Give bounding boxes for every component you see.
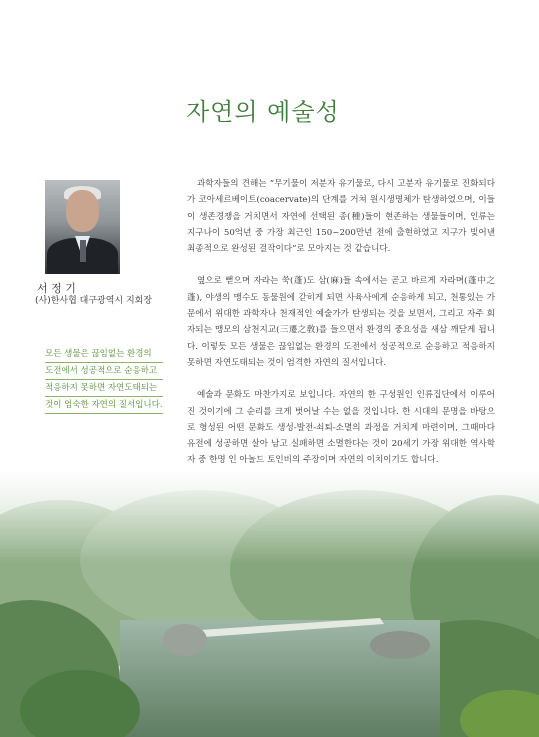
body-paragraph: 예술과 문화도 마찬가지로 보입니다. 자연의 한 구성원인 인류집단에서 이루어진 것이기에 그 순리를 크게 벗어날 수는 없을 것입니다. 한 시대의 문명을 바탕으로 형성된 어떤 문화도 생성-발전-쇠퇴-소멸의 과정을 거치게 마련이며, 그때마다 유전에 성공하면 살아 남고 실패하면 소멸한다는 것이 20세기 가장 위대한 역사학자 중 한명 인 아놀드 토인비의 주장이며 자연의 이치이기도 합니다.	[187, 390, 495, 466]
article-title: 자연의 예술성	[186, 98, 340, 126]
pull-quote	[45, 346, 163, 414]
pull-quote-line: 것이 엄숙한 자연의 질서입니다.	[45, 397, 163, 414]
forest-lake-photo	[0, 470, 539, 737]
author-name: 서 정 기	[37, 282, 76, 295]
pull-quote-line: 도전에서 성공적으로 순응하고	[45, 363, 163, 380]
author-photo	[45, 180, 120, 274]
pull-quote-line: 모든 생물은 끊임없는 환경의	[45, 346, 163, 363]
pull-quote-line: 적응하지 못하면 자연도태되는	[45, 380, 163, 397]
author-affiliation: (사)한사협 대구광역시 지회장	[35, 296, 153, 306]
body-paragraph: 과학자들의 견해는 “무기물이 저분자 유기물로, 다시 고분자 유기물로 진화되다가 코아세르베이트(coacervate)의 단계를 거쳐 원시생명체가 탄생하였으며, 이들이 생존경쟁을 거치면서 자연에 선택된 종(種)들이 현존하는 생물들이며, 인류는 지구나이 50억년 중 가장 최근인 150~200만년 전에 출현하였고 지구가 빚어낸 최종적으로 완성된 걸작이다”로 모아지는 것 같습니다.	[187, 179, 495, 255]
body-paragraph: 옆으로 뻗으며 자라는 쑥(蓬)도 삼(麻)들 속에서는 곧고 바르게 자라며(蓬中之蓬), 야생의 맹수도 동물원에 갇히게 되면 사육사에게 순응하게 되고, 천통있는 가문에서 위대한 과학자나 천재적인 예술가가 탄생되는 것을 보면서, 그리고 자주 회자되는 맹모의 삼천지교(三遷之敎)를 들으면서 환경의 중요성을 새삼 깨닫게 됩니다. 이렇듯 모든 생물은 끊임없는 환경의 도전에서 성공적으로 순응하고 적응하지 못하면 자연도태되는 것이 엄격한 자연의 질서입니다.	[187, 276, 495, 368]
article-body	[187, 176, 495, 485]
